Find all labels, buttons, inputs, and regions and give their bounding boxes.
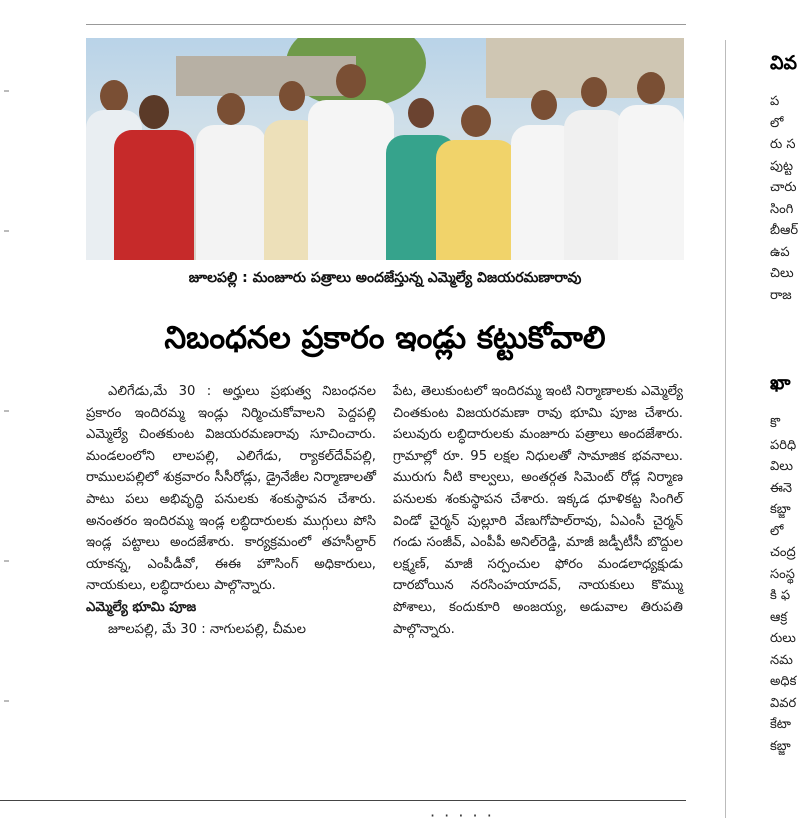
top-divider: [86, 24, 686, 25]
photo-person: [564, 65, 624, 260]
adjacent-line: ఈనె: [770, 480, 793, 496]
adjacent-line: సంస్థ: [770, 566, 795, 582]
margin-mark: [4, 90, 9, 92]
adjacent-line: కేటా: [770, 717, 791, 732]
adjacent-line: ఆక్ర: [770, 609, 788, 625]
article-paragraph: పేట, తెలుకుంటలో ఇందిరమ్మ ఇంటి నిర్మాణాలకు ఎమ్మెల్యే చింతకుంట విజయరమణా రావు భూమి పూజ చేశారు. పలువురు లబ్ధిదారులకు మంజూరు పత్రాలు అందజేశారు. గ్రామాల్లో రూ. 95 లక్షల నిధులతో సామాజిక భవనాలు. మురుగు నీటి కాల్వలు, అంతర్గత సిమెంట్ రోడ్ల నిర్మాణ పనులకు శంకుస్థాపన చేశారు. ఇక్కడ ధూళికట్ట సింగిల్ విండో చైర్మన్ పుల్లూరి వేణుగోపాల్‌రావు, ఏఎంసీ చైర్మన్ గండు సంజీవ్, ఎంపీపీ అనిల్‌రెడ్డి, మాజీ జడ్పీటీసీ బొద్దుల లక్ష్మణ్, మాజీ సర్పంచుల ఫోరం మండలాధ్యక్షుడు దారబోయిన నరసింహయాదవ్, నాయకులు కొమ్ము పోశాలు, కందుకూరి అంజయ్య, అడువాల తిరుపతి పాల్గొన్నారు.: [393, 384, 683, 637]
adjacent-line: పుట్ట: [770, 158, 794, 174]
photo-person: [196, 85, 266, 260]
adjacent-line: ప: [770, 94, 780, 109]
photo-caption: జూలపల్లి : మంజూరు పత్రాలు అందజేస్తున్న ఎమ్మెల్యే విజయరమణారావు: [188, 270, 582, 286]
photo-person: [618, 60, 684, 260]
adjacent-heading: వివ: [770, 52, 798, 74]
article-column-left: [86, 381, 376, 640]
adjacent-line: కొ: [770, 416, 781, 431]
adjacent-line: వివర: [770, 695, 797, 711]
adjacent-line: రులు: [770, 631, 796, 646]
adjacent-line: పరిధి: [770, 437, 797, 453]
bottom-divider: [0, 800, 686, 801]
adjacent-line: చిలు: [770, 266, 794, 281]
adjacent-line: బీఆర్: [770, 223, 799, 238]
column-divider: [725, 40, 726, 818]
adjacent-line: రాజ: [770, 287, 792, 303]
adjacent-line: చారు: [770, 180, 797, 195]
left-margin: [0, 0, 14, 818]
adjacent-line: కబ్జా: [770, 502, 791, 517]
margin-mark: [4, 230, 9, 232]
adjacent-line: నమ: [770, 652, 793, 668]
adjacent-article-cropped: [734, 38, 800, 818]
article-dateline: జూలపల్లి, మే 30 : నాగులపల్లి, చీమల: [108, 621, 306, 637]
adjacent-line: లో: [770, 115, 784, 131]
adjacent-line: అధిక: [770, 674, 797, 689]
adjacent-line: రు స: [770, 137, 796, 152]
margin-mark: [4, 700, 9, 702]
adjacent-line: సింగి: [770, 201, 794, 217]
adjacent-line: చంద్ర: [770, 545, 796, 560]
top-cut-strip: [0, 0, 800, 14]
article-column-right: [393, 381, 683, 640]
margin-mark: [4, 410, 9, 412]
adjacent-line: ఉప: [770, 244, 790, 260]
adjacent-line: కబ్జా: [770, 738, 791, 754]
margin-mark: [4, 560, 9, 562]
adjacent-line: కి ఫ: [770, 588, 791, 603]
article-headline: నిబంధనల ప్రకారం ఇండ్లు కట్టుకోవాలి: [164, 320, 606, 356]
adjacent-line: విలు: [770, 459, 793, 474]
photo-person: [308, 50, 394, 260]
article-paragraph: ఎలిగేడు,మే 30 : అర్హులు ప్రభుత్వ నిబంధనల ప్రకారం ఇందిరమ్మ ఇండ్లు నిర్మించుకోవాలని పెద్దపల్లి ఎమ్మెల్యే చింతకుంట విజయరమణరావు సూచించారు. మండలంలోని లాలపల్లి, ఎలిగేడు, ర్యాకల్‌దేవ్‌పల్లి, రాములపల్లిలో శుక్రవారం సీసీరోడ్లు, డ్రైనేజీల నిర్మాణాలతో పాటు పలు అభివృద్ధి పనులకు శంకుస్థాపన చేశారు. అనంతరం ఇందిరమ్మ ఇండ్ల లబ్ధిదారులకు ముగ్గులు పోసి ఇండ్ల పట్టాలు అందజేశారు. కార్యక్రమంలో తహసీల్దార్ యాకన్న, ఎంపీడీవో, ఈఈ హౌసింగ్ అధికారులు, నాయకులు, లబ్ధిదారులు పాల్గొన్నారు.: [86, 384, 376, 594]
photo-person: [114, 85, 194, 260]
news-photo: [86, 38, 684, 260]
adjacent-heading: ఖా: [770, 372, 791, 394]
article-subhead: ఎమ్మెల్యే భూమి పూజ: [86, 599, 197, 615]
next-headline-cropped: · · · · ·: [430, 806, 494, 818]
photo-person: [436, 95, 516, 260]
adjacent-line: లో: [770, 523, 784, 539]
